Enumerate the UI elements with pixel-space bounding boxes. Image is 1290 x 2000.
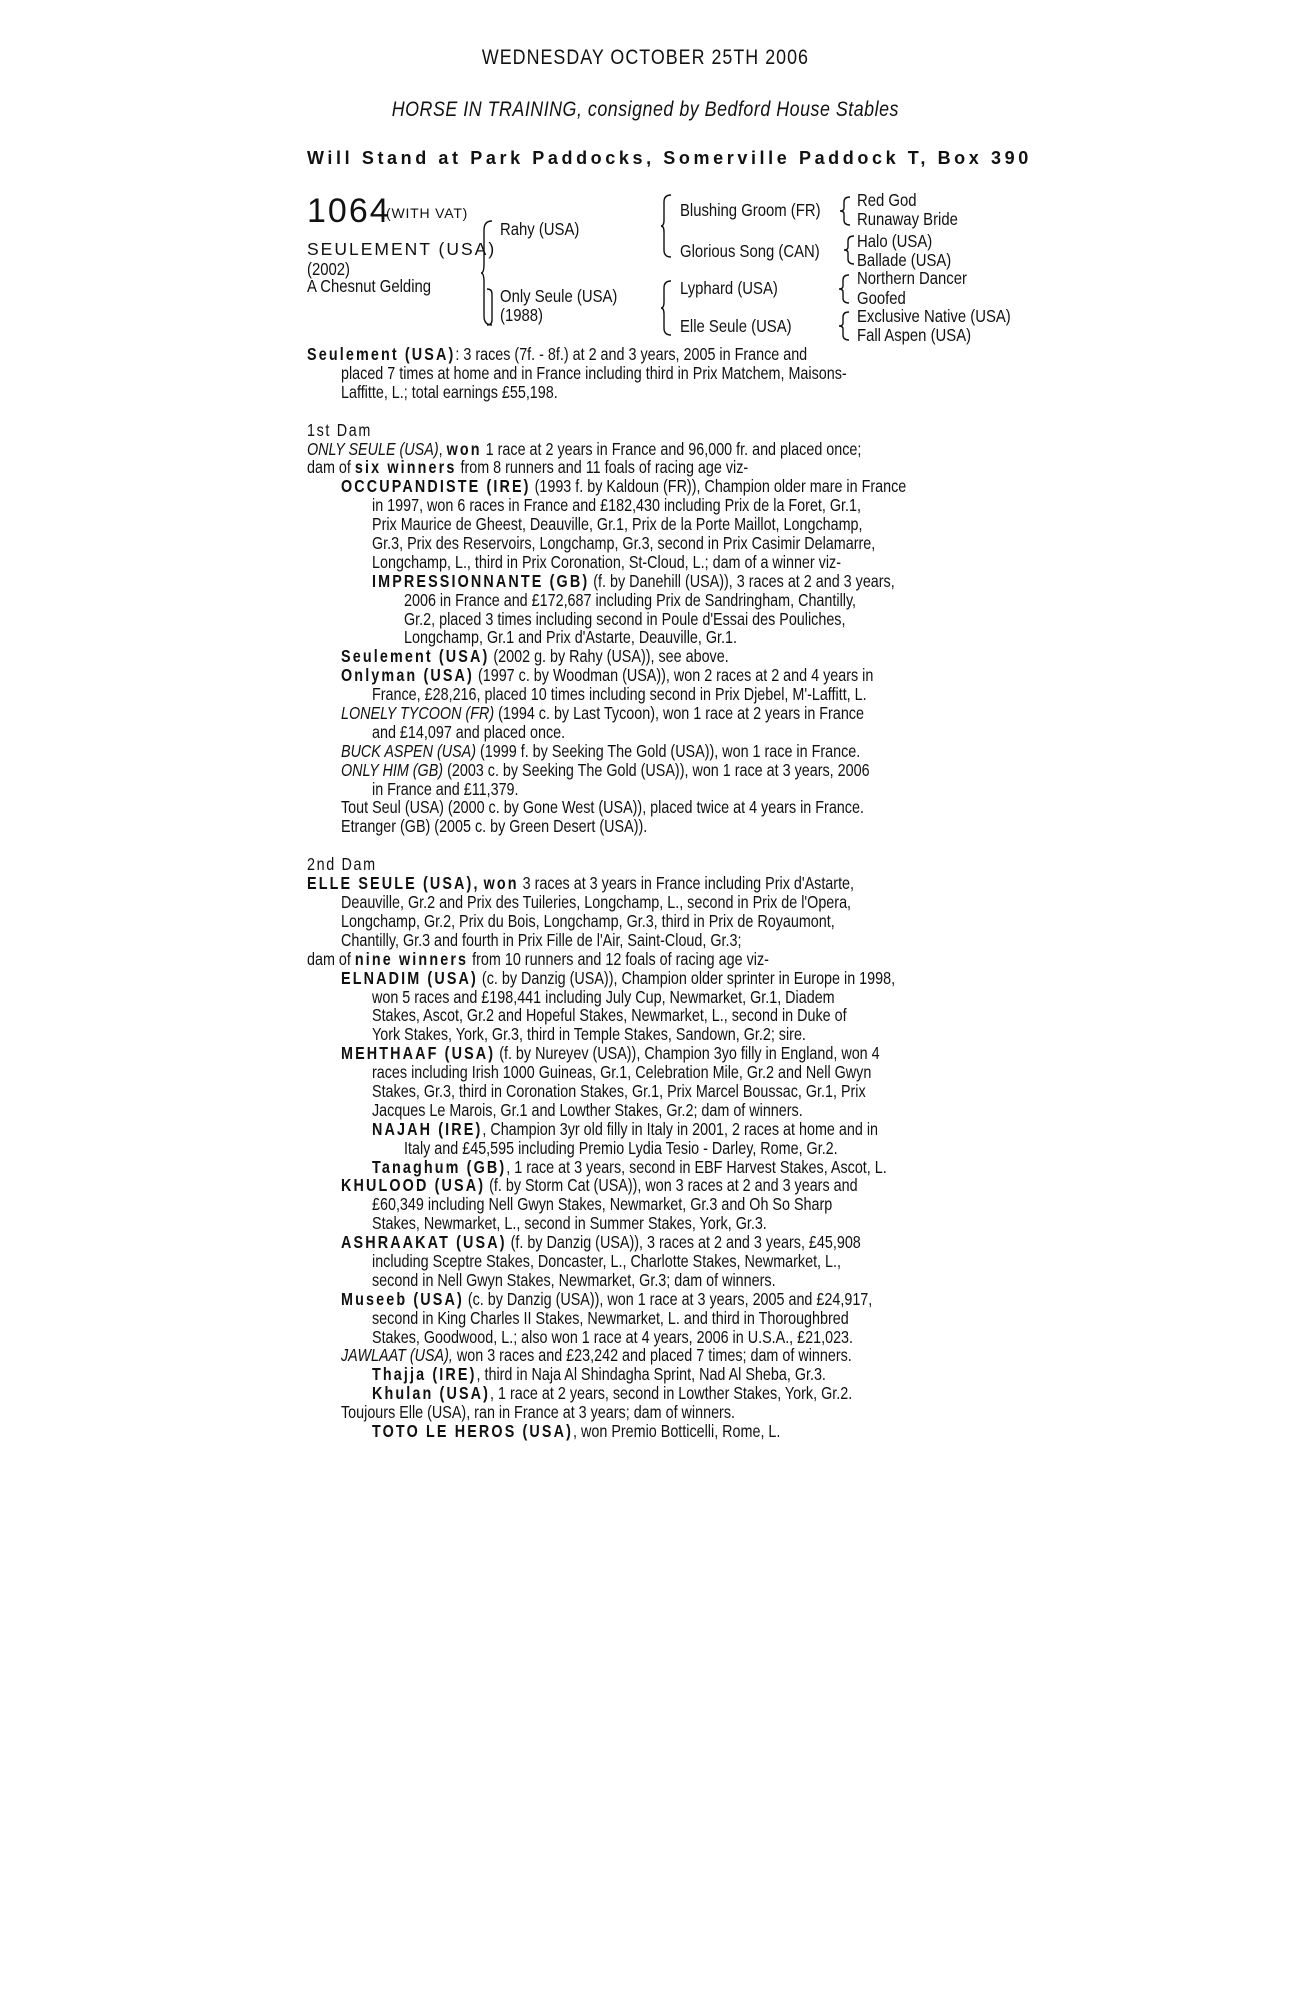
progeny-line: and £14,097 and placed once. (372, 721, 566, 742)
progeny-line: JAWLAAT (USA), won 3 races and £23,242 and placed 7 times; dam of winners. (341, 1345, 852, 1366)
brace-dd (838, 311, 850, 341)
second-dam-line: Longchamp, Gr.2, Prix du Bois, Longchamp, Gr.3, third in Prix de Royaumont, (341, 910, 835, 931)
horse-description: A Chesnut Gelding (307, 276, 432, 296)
progeny-line: races including Irish 1000 Guineas, Gr.1, Celebration Mile, Gr.2 and Nell Gwyn (372, 1062, 872, 1083)
ped-dd: Elle Seule (USA) (680, 316, 792, 336)
ped-sd: Glorious Song (CAN) (680, 241, 820, 261)
progeny-line: Stakes, Gr.3, third in Coronation Stakes, Gr.1, Prix Marcel Boussac, Gr.1, Prix (372, 1080, 866, 1101)
progeny-line: Jacques Le Marois, Gr.1 and Lowther Stakes, Gr.2; dam of winners. (372, 1099, 803, 1120)
first-dam-line-1: ONLY SEULE (USA), won 1 race at 2 years in France and 96,000 fr. and placed once; (307, 438, 862, 459)
ped-ss: Blushing Groom (FR) (680, 200, 821, 220)
ped-ds: Lyphard (USA) (680, 278, 778, 298)
progeny-line: Tout Seul (USA) (2000 c. by Gone West (USA)), placed twice at 4 years in France. (341, 797, 864, 818)
progeny-line: LONELY TYCOON (FR) (1994 c. by Last Tycoon), won 1 race at 2 years in France (341, 703, 864, 724)
progeny-line: in France and £11,379. (372, 778, 519, 799)
progeny-line: Seulement (USA) (2002 g. by Rahy (USA)), see above. (341, 646, 729, 667)
first-dam-heading: 1st Dam (307, 419, 372, 440)
ped-sds: Halo (USA) (857, 231, 933, 251)
ped-sire: Rahy (USA) (500, 219, 580, 239)
ped-ddd: Fall Aspen (USA) (857, 325, 972, 345)
progeny-line: ONLY HIM (GB) (2003 c. by Seeking The Gold (USA)), won 1 race at 3 years, 2006 (341, 759, 870, 780)
progeny-line: IMPRESSIONNANTE (GB) (f. by Danehill (USA)), 3 races at 2 and 3 years, (372, 570, 895, 591)
progeny-line: Gr.3, Prix des Reservoirs, Longchamp, Gr.3, second in Prix Casimir Delamarre, (372, 533, 876, 554)
sale-date: WEDNESDAY OCTOBER 25TH 2006 (481, 46, 809, 69)
brace-dam-line (486, 288, 496, 326)
ped-sss: Red God (857, 190, 917, 210)
vat-note: (WITH VAT) (386, 205, 469, 221)
stand-location: Will Stand at Park Paddocks, Somerville Paddock T, Box 390 (307, 148, 1032, 168)
progeny-line: Gr.2, placed 3 times including second in Poule d'Essai des Pouliches, (404, 608, 846, 629)
lot-number: 1064 (307, 192, 391, 230)
summary-line-3: Laffitte, L.; total earnings £55,198. (341, 381, 558, 402)
progeny-line: Italy and £45,595 including Premio Lydia Tesio - Darley, Rome, Gr.2. (404, 1137, 838, 1158)
horse-year: (2002) (307, 259, 351, 279)
summary-line-1: Seulement (USA): 3 races (7f. - 8f.) at 2 and 3 years, 2005 in France and (307, 344, 808, 364)
brace-sd (843, 235, 855, 265)
consignment-subtitle: HORSE IN TRAINING, consigned by Bedford House Stables (391, 98, 899, 121)
progeny-line: ELNADIM (USA) (c. by Danzig (USA)), Champion older sprinter in Europe in 1998, (341, 967, 896, 988)
second-dam-line: Deauville, Gr.2 and Prix des Tuileries, Longchamp, L., second in Prix de l'Opera, (341, 892, 852, 913)
progeny-line: Museeb (USA) (c. by Danzig (USA)), won 1 race at 3 years, 2005 and £24,917, (341, 1288, 873, 1309)
progeny-line: MEHTHAAF (USA) (f. by Nureyev (USA)), Champion 3yo filly in England, won 4 (341, 1043, 880, 1064)
first-dam-line-2: dam of six winners from 8 runners and 11 foals of racing age viz- (307, 457, 749, 478)
progeny-line: Stakes, Newmarket, L., second in Summer Stakes, York, Gr.3. (372, 1213, 767, 1234)
progeny-line: TOTO LE HEROS (USA), won Premio Botticelli, Rome, L. (372, 1420, 781, 1441)
catalogue-body (307, 345, 1087, 1441)
progeny-line: Toujours Elle (USA), ran in France at 3 years; dam of winners. (341, 1402, 735, 1423)
progeny-line: won 5 races and £198,441 including July Cup, Newmarket, Gr.1, Diadem (372, 986, 835, 1007)
progeny-line: NAJAH (IRE), Champion 3yr old filly in Italy in 2001, 2 races at home and in (372, 1118, 878, 1139)
progeny-line: including Sceptre Stakes, Doncaster, L., Charlotte Stakes, Newmarket, L., (372, 1250, 841, 1271)
second-dam-line: Chantilly, Gr.3 and fourth in Prix Fille de l'Air, Saint-Cloud, Gr.3; (341, 929, 742, 950)
progeny-line: Tanaghum (GB), 1 race at 3 years, second in EBF Harvest Stakes, Ascot, L. (372, 1156, 887, 1177)
progeny-line: KHULOOD (USA) (f. by Storm Cat (USA)), won 3 races at 2 and 3 years and (341, 1175, 858, 1196)
progeny-line: Etranger (GB) (2005 c. by Green Desert (USA)). (341, 816, 648, 837)
brace-ss (839, 196, 851, 226)
brace-ds (838, 274, 850, 304)
progeny-line: OCCUPANDISTE (IRE) (1993 f. by Kaldoun (FR)), Champion older mare in France (341, 476, 907, 497)
progeny-line: ASHRAAKAT (USA) (f. by Danzig (USA)), 3 races at 2 and 3 years, £45,908 (341, 1232, 861, 1253)
horse-name: SEULEMENT (USA) (307, 239, 497, 259)
ped-dsd: Goofed (857, 288, 906, 308)
ped-dss: Northern Dancer (857, 268, 967, 288)
progeny-line: 2006 in France and £172,687 including Prix de Sandringham, Chantilly, (404, 589, 857, 610)
progeny-line: York Stakes, York, Gr.3, third in Temple Stakes, Sandown, Gr.2; sire. (372, 1024, 806, 1045)
ped-dam-year: (1988) (500, 305, 544, 325)
ped-dam: Only Seule (USA) (500, 286, 618, 306)
progeny-line: Longchamp, L., third in Prix Coronation, St-Cloud, L.; dam of a winner viz- (372, 551, 841, 572)
progeny-line: Stakes, Ascot, Gr.2 and Hopeful Stakes, Newmarket, L., second in Duke of (372, 1005, 847, 1026)
progeny-line: £60,349 including Nell Gwyn Stakes, Newmarket, Gr.3 and Oh So Sharp (372, 1194, 833, 1215)
progeny-line: Thajja (IRE), third in Naja Al Shindagha Sprint, Nad Al Sheba, Gr.3. (372, 1364, 826, 1385)
ped-ssd: Runaway Bride (857, 209, 958, 229)
ped-dds: Exclusive Native (USA) (857, 306, 1011, 326)
progeny-line: in 1997, won 6 races in France and £182,430 including Prix de la Foret, Gr.1, (372, 495, 861, 516)
brace-dam-parents (660, 280, 672, 336)
progeny-line: Khulan (USA), 1 race at 2 years, second in Lowther Stakes, York, Gr.2. (372, 1383, 853, 1404)
summary-line-2: placed 7 times at home and in France including third in Prix Matchem, Maisons- (341, 362, 847, 383)
progeny-line: Onlyman (USA) (1997 c. by Woodman (USA)), won 2 races at 2 and 4 years in (341, 665, 874, 686)
second-dam-line-1: ELLE SEULE (USA), won 3 races at 3 years in France including Prix d'Astarte, (307, 873, 855, 894)
second-dam-line: dam of nine winners from 10 runners and 12 foals of racing age viz- (307, 948, 769, 969)
brace-sire-parents (660, 194, 672, 258)
ped-sdd: Ballade (USA) (857, 250, 952, 270)
progeny-line: second in Nell Gwyn Stakes, Newmarket, Gr.3; dam of winners. (372, 1269, 776, 1290)
progeny-line: BUCK ASPEN (USA) (1999 f. by Seeking The Gold (USA)), won 1 race in France. (341, 740, 861, 761)
progeny-line: Stakes, Goodwood, L.; also won 1 race at 4 years, 2006 in U.S.A., £21,023. (372, 1326, 854, 1347)
second-dam-heading: 2nd Dam (307, 854, 377, 875)
progeny-line: second in King Charles II Stakes, Newmarket, L. and third in Thoroughbred (372, 1307, 849, 1328)
progeny-line: Longchamp, Gr.1 and Prix d'Astarte, Deauville, Gr.1. (404, 627, 737, 648)
progeny-line: Prix Maurice de Gheest, Deauville, Gr.1, Prix de la Porte Maillot, Longchamp, (372, 514, 863, 535)
progeny-line: France, £28,216, placed 10 times including second in Prix Djebel, M'-Laffitt, L. (372, 684, 867, 705)
